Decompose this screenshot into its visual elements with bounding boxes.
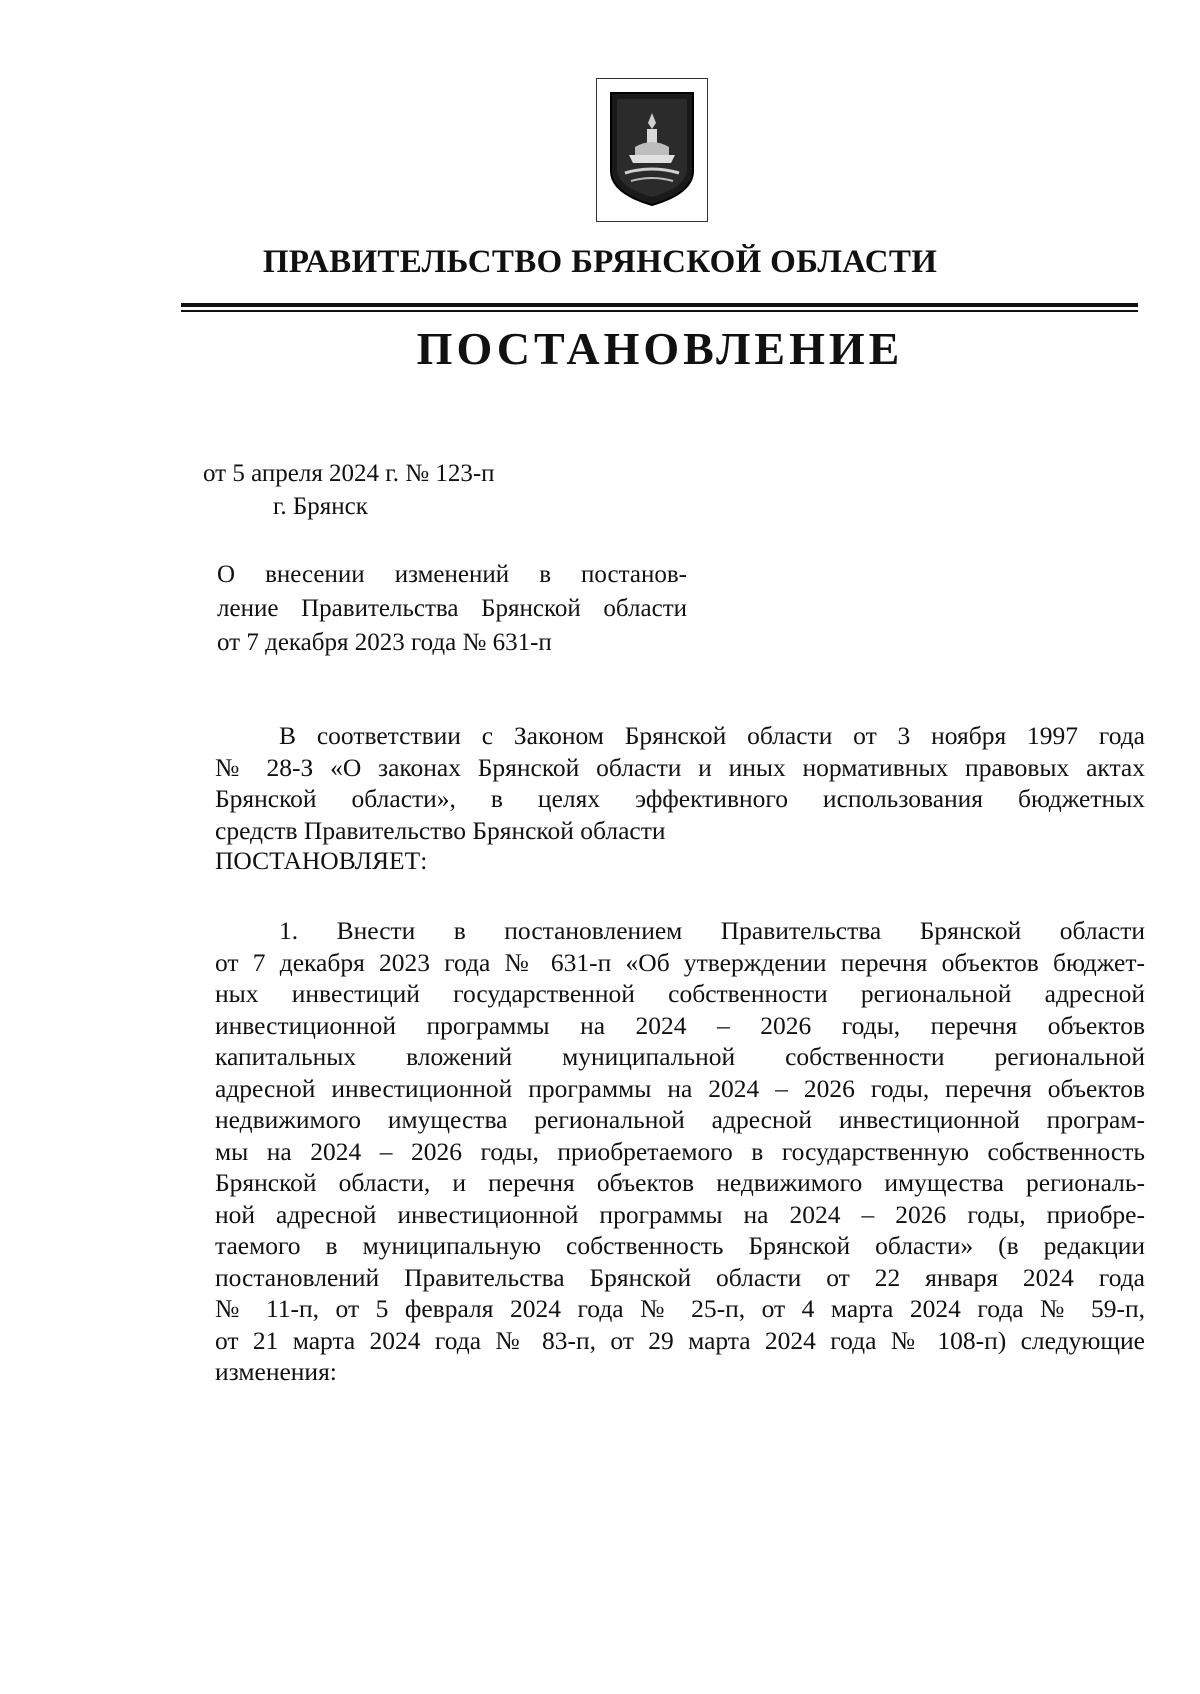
item-1-line: № 11-п, от 5 февраля 2024 года № 25-п, от 4 марта 2024 года № 59-п, [215,1294,1145,1323]
document-date-number: от 5 апреля 2024 г. № 123-п [203,460,495,487]
item-1-line: инвестиционной программы на 2024 – 2026 годы, перечня объектов [215,1010,1145,1040]
preamble-line: средств Правительство Брянской области [215,815,666,845]
item-1-line: таемого в муниципальную собственность Брянской области» (в редакции [215,1231,1145,1260]
document-city: г. Брянск [273,493,368,520]
item-1-line: адресной инвестиционной программы на 2024 – 2026 годы, перечня объектов [215,1073,1145,1103]
resolves-word: ПОСТАНОВЛЯЕТ: [215,846,428,875]
item-1-line: изменения: [215,1357,337,1386]
preamble-line: Брянской области», в целях эффективного использования бюджетных [215,784,1145,813]
subject-line: О внесении изменений в постанов- [217,561,687,588]
item-1-line: Брянской области, и перечня объектов недвижимого имущества региональ- [215,1168,1145,1197]
item-1-line: 1. Внести в постановлением Правительства Брянской области [279,916,1145,945]
preamble-paragraph [215,720,1145,846]
document-subject [217,558,687,660]
item-1-line: мы на 2024 – 2026 годы, приобретаемого в государственную собственность [215,1136,1145,1166]
item-1-line: от 7 декабря 2023 года № 631-п «Об утверждении перечня объектов бюджет- [215,947,1145,977]
government-name: ПРАВИТЕЛЬСТВО БРЯНСКОЙ ОБЛАСТИ [262,244,938,280]
item-1-line: ных инвестиций государственной собственности региональной адресной [215,979,1145,1008]
item-1-paragraph [215,915,1145,1388]
subject-line: от 7 декабря 2023 года № 631-п [217,629,552,656]
header-divider-thick [181,303,1138,307]
item-1-line: ной адресной инвестиционной программы на 2024 – 2026 годы, приобре- [215,1199,1145,1229]
preamble-line: В соответствии с Законом Брянской области от 3 ноября 1997 года [279,721,1145,750]
bryansk-coat-of-arms-icon [607,89,697,209]
item-1-line: от 21 марта 2024 года № 83-п, от 29 марта 2024 года № 108-п) следующие [215,1325,1145,1355]
item-1-line: постановлений Правительства Брянской области от 22 января 2024 года [215,1262,1145,1292]
document-type-title: ПОСТАНОВЛЕНИЕ [416,323,904,374]
item-1-line: капитальных вложений муниципальной собственности региональной [215,1042,1145,1071]
coat-of-arms-emblem [596,78,708,222]
item-1-line: недвижимого имущества региональной адресной инвестиционной програм- [215,1105,1145,1134]
header-divider-thin [181,310,1138,312]
preamble-line: № 28-З «О законах Брянской области и иных нормативных правовых актах [215,752,1145,782]
subject-line: ление Правительства Брянской области [217,595,687,622]
